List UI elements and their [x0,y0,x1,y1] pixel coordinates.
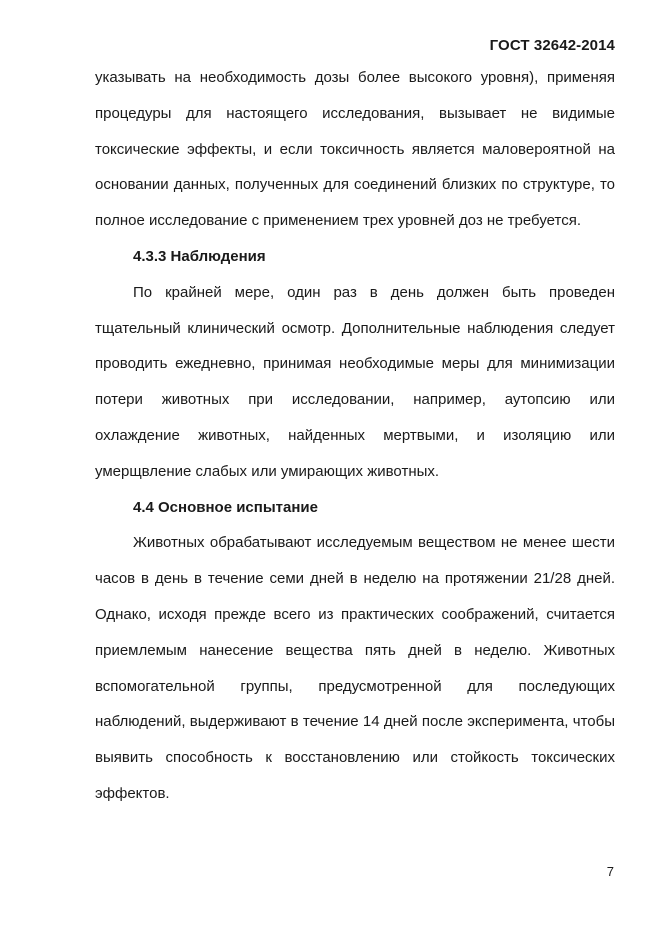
document-body [95,60,615,812]
section-heading-main-test: 4.4 Основное испытание [133,498,318,516]
paragraph-main-test: Животных обрабатывают исследуемым веществом не менее шести часов в день в течение семи дней в неделю на протяжении 21/28 дней. Однако, исходя прежде всего из практических соображений, считается приемлемым нанесение вещества пять дней в неделю. Животных вспомогательной группы, предусмотренной для последующих наблюдений, выдерживают в течение 14 дней после эксперимента, чтобы выявить способность к восстановлению или стойкость токсических эффектов. [95,534,615,802]
paragraph-continuation: указывать на необходимость дозы более высокого уровня), применяя процедуры для настоящего исследования, вызывает не видимые токсические эффекты, и если токсичность является маловероятной на основании данных, полученных для соединений близких по структуре, то полное исследование с применением трех уровней доз не требуется. [95,69,615,230]
paragraph-observations: По крайней мере, один раз в день должен быть проведен тщательный клинический осмотр. Дополнительные наблюдения следует проводить ежедневно, принимая необходимые меры для минимизации потери животных при исследовании, например, аутопсию или охлаждение животных, найденных мертвыми, и изоляцию или умерщвление слабых или умирающих животных. [95,283,615,480]
page-number: 7 [606,864,614,879]
section-heading-observations: 4.3.3 Наблюдения [133,247,266,265]
document-id-header: ГОСТ 32642-2014 [489,37,615,54]
